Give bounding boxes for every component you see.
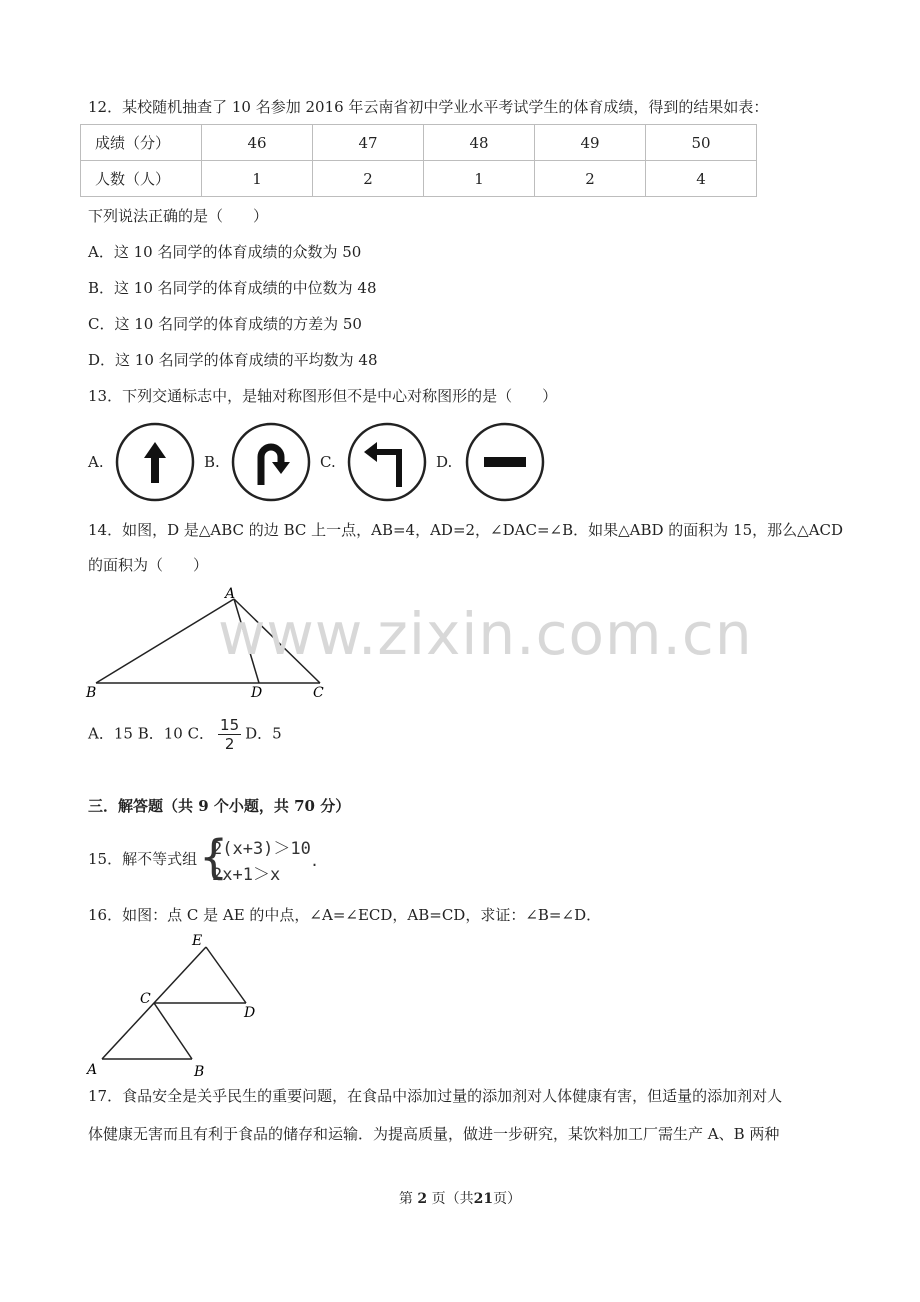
label-d: D — [251, 685, 263, 700]
sign-label-a: A. — [88, 453, 104, 471]
arrow-up-sign-icon — [114, 421, 196, 503]
watermark: www.zixin.com.cn — [218, 600, 753, 668]
label-c: C — [313, 685, 324, 700]
q12-option-b: B．这 10 名同学的体育成绩的中位数为 48 — [88, 279, 377, 297]
table-cell: 2 — [313, 161, 424, 197]
footer-page-number: 2 — [417, 1191, 428, 1207]
table-cell: 47 — [313, 125, 424, 161]
sign-label-c: C. — [320, 453, 336, 471]
u-turn-sign-icon — [230, 421, 312, 503]
fraction-denominator: 2 — [224, 735, 235, 753]
q14-line2: 的面积为（ ） — [88, 556, 209, 574]
sign-label-d: D. — [436, 453, 453, 471]
traffic-signs — [88, 421, 558, 503]
table-row-label: 人数（人） — [81, 161, 202, 197]
q14-line1: 14．如图，D 是△ABC 的边 BC 上一点，AB=4，AD=2，∠DAC=∠B．如果△ABD 的面积为 15，那么△ACD — [88, 521, 844, 539]
scores-table — [80, 124, 757, 197]
footer-mid: 页（共 — [431, 1191, 474, 1207]
table-cell: 2 — [535, 161, 646, 197]
brace-icon: { — [199, 830, 229, 884]
turn-left-sign-icon — [346, 421, 428, 503]
q12-prompt: 下列说法正确的是（ ） — [88, 207, 269, 225]
q12-text: 12．某校随机抽查了 10 名参加 2016 年云南省初中学业水平考试学生的体育成绩，得到的结果如表： — [88, 98, 769, 116]
footer-post: 页） — [493, 1191, 522, 1207]
q12-option-d: D．这 10 名同学的体育成绩的平均数为 48 — [88, 351, 378, 369]
label-e: E — [192, 933, 203, 949]
table-cell: 49 — [535, 125, 646, 161]
fraction — [218, 716, 241, 753]
section-heading: 三．解答题（共 9 个小题，共 70 分） — [88, 797, 351, 815]
q12-option-a: A．这 10 名同学的体育成绩的众数为 50 — [88, 243, 362, 261]
table-row — [81, 125, 757, 161]
triangles-figure — [84, 930, 264, 1078]
q14-options — [88, 716, 282, 753]
q17-line2: 体健康无害而且有利于食品的储存和运输．为提高质量，做进一步研究，某饮料加工厂需生产 A、B 两种 — [88, 1125, 780, 1143]
q15-inequality-system — [88, 832, 348, 884]
q15-period: . — [310, 852, 320, 870]
label-b: B — [194, 1064, 205, 1078]
label-a: A — [87, 1062, 98, 1078]
q17-line1: 17．食品安全是关乎民生的重要问题，在食品中添加过量的添加剂对人体健康有害，但适量的添加剂对人 — [88, 1087, 783, 1105]
q16-text: 16．如图：点 C 是 AE 的中点，∠A=∠ECD，AB=CD，求证：∠B=∠D． — [88, 906, 602, 924]
label-c: C — [140, 991, 151, 1007]
sign-label-b: B. — [204, 453, 220, 471]
table-cell: 46 — [202, 125, 313, 161]
q13-text: 13．下列交通标志中，是轴对称图形但不是中心对称图形的是（ ） — [88, 387, 558, 405]
table-cell: 1 — [424, 161, 535, 197]
table-cell: 50 — [646, 125, 757, 161]
q12-option-c: C．这 10 名同学的体育成绩的方差为 50 — [88, 315, 362, 333]
table-header-label: 成绩（分） — [81, 125, 202, 161]
q15-eq1: 2(x+3)＞10 — [212, 839, 311, 859]
table-cell: 1 — [202, 161, 313, 197]
label-a: A — [225, 586, 236, 602]
label-d: D — [244, 1005, 256, 1021]
q14-option-ab: A．15 B．10 C． — [88, 724, 215, 743]
q15-eq2: 2x+1＞x — [212, 865, 281, 885]
no-entry-sign-icon — [464, 421, 546, 503]
q14-option-d: D．5 — [245, 724, 282, 743]
fraction-numerator: 15 — [220, 716, 240, 734]
table-cell: 48 — [424, 125, 535, 161]
footer-total-pages: 21 — [473, 1191, 494, 1207]
q15-label: 15．解不等式组 — [88, 850, 198, 868]
table-cell: 4 — [646, 161, 757, 197]
label-b: B — [86, 685, 97, 700]
table-row — [81, 161, 757, 197]
page-footer — [0, 1188, 920, 1208]
footer-pre: 第 — [398, 1191, 413, 1207]
